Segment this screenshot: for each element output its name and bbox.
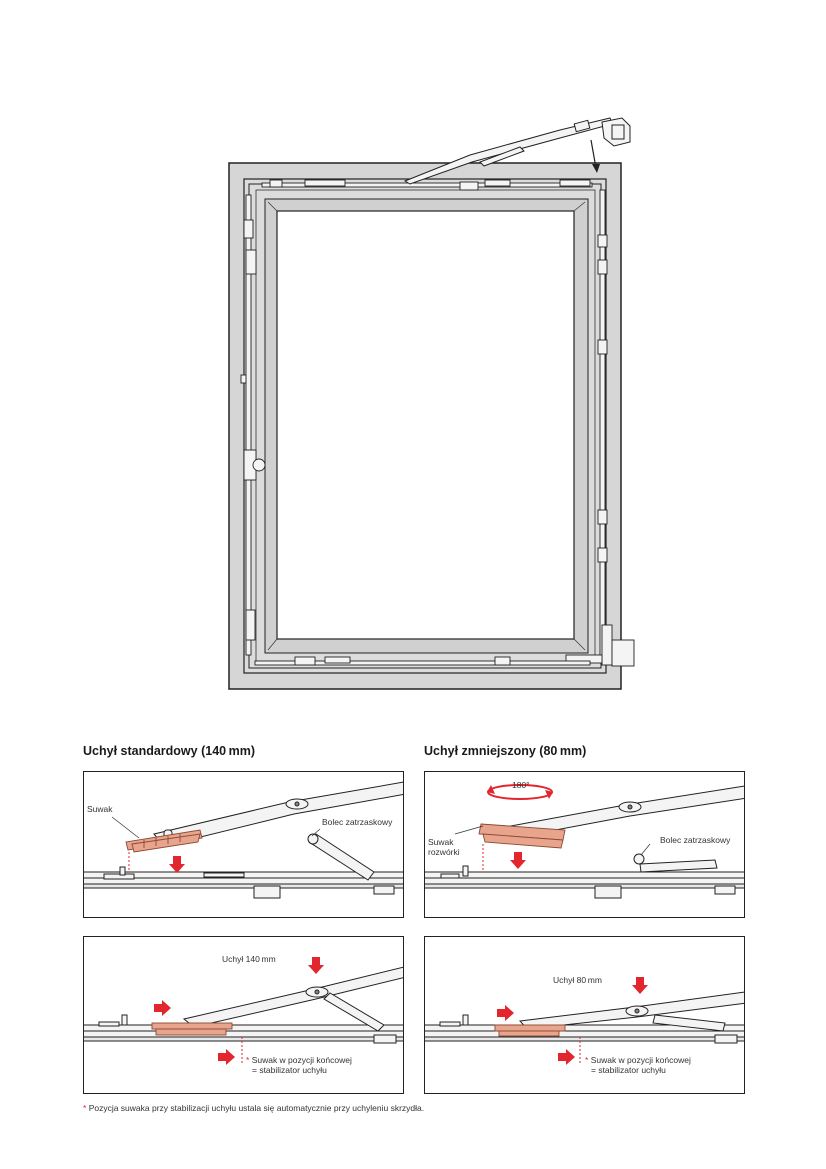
standard-tilt-title: Uchył standardowy (140 mm)	[83, 744, 255, 758]
end-position-note-right	[585, 1056, 691, 1076]
footnote-text: Pozycja suwaka przy stabilizacji uchyłu ustala się automatycznie przy uchyleniu skrzydła.	[88, 1103, 425, 1113]
end-position-note-line1: Suwak w pozycji końcowej	[251, 1055, 352, 1065]
standard-tilt-step2-panel	[83, 936, 404, 1094]
end-position-note	[246, 1056, 352, 1076]
spreader-slider-label-line1: Suwak	[428, 837, 454, 847]
asterisk-mark: *	[246, 1055, 250, 1065]
latch-pin-label-right: Bolec zatrzaskowy	[660, 835, 731, 845]
footnote	[83, 1103, 424, 1113]
standard-tilt-step1-drawing	[84, 772, 404, 918]
footnote-asterisk: *	[83, 1103, 87, 1113]
tilt-80-label: Uchył 80 mm	[553, 975, 602, 985]
standard-tilt-step1-panel	[83, 771, 404, 918]
reduced-tilt-step1-panel	[424, 771, 745, 918]
reduced-tilt-title: Uchył zmniejszony (80 mm)	[424, 744, 587, 758]
end-position-note-line2: = stabilizator uchyłu	[252, 1064, 327, 1075]
rotation-180-label: 180°	[512, 780, 530, 790]
asterisk-mark-right: *	[585, 1055, 589, 1065]
end-position-note-right-line1: Suwak w pozycji końcowej	[590, 1055, 691, 1065]
slider-label: Suwak	[87, 804, 113, 814]
latch-pin-label: Bolec zatrzaskowy	[322, 817, 393, 827]
reduced-tilt-step2-panel	[424, 936, 745, 1094]
tilt-140-label: Uchył 140 mm	[222, 954, 276, 964]
spreader-slider-label	[428, 838, 460, 858]
spreader-slider-label-line2: rozwórki	[428, 846, 460, 857]
end-position-note-right-line2: = stabilizator uchyłu	[591, 1064, 666, 1075]
